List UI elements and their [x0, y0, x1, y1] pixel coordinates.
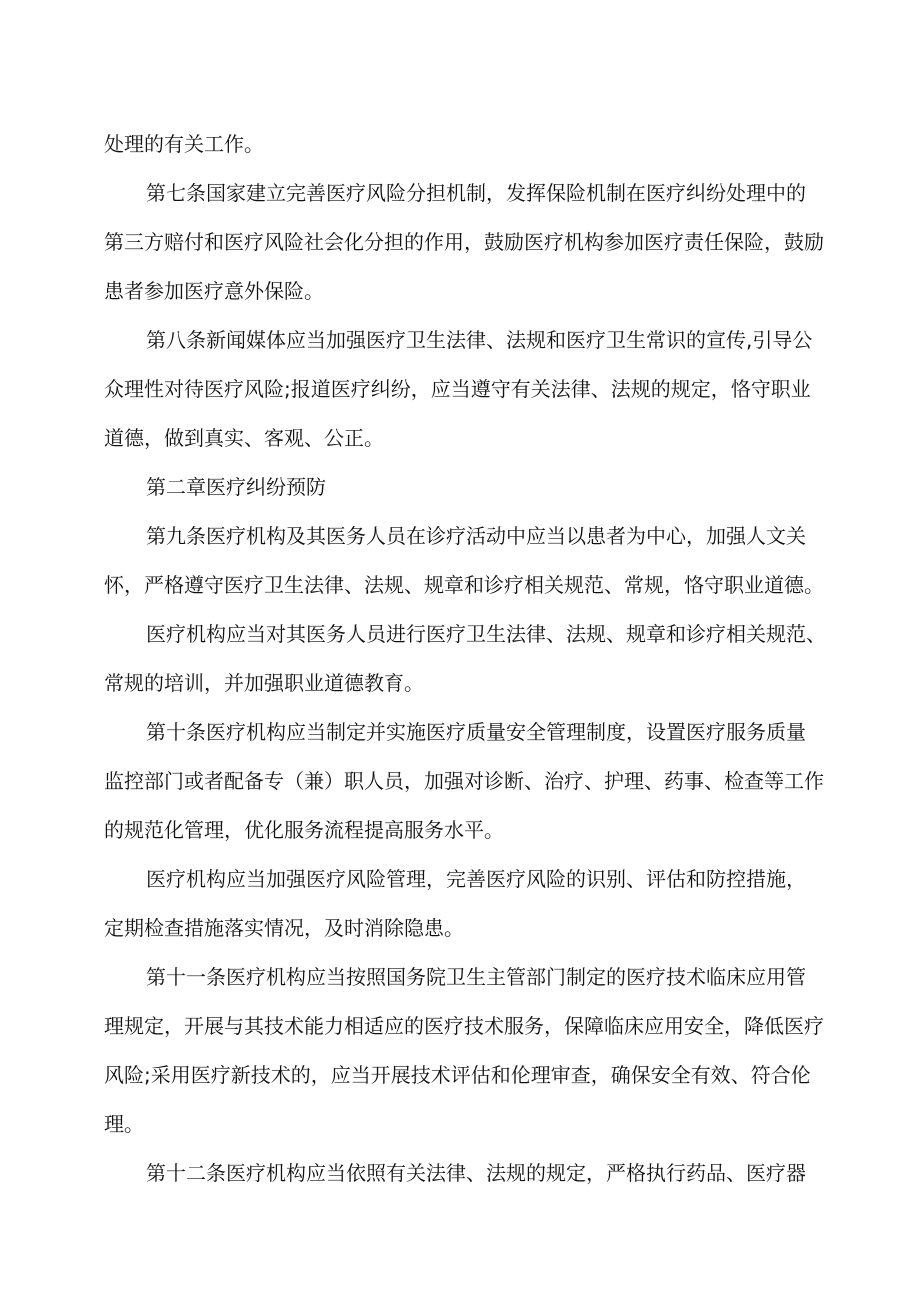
text-line-2: 第七条国家建立完善医疗风险分担机制，发挥保险机制在医疗纠纷处理中的: [146, 181, 806, 205]
text-line-1: 处理的有关工作。: [104, 132, 264, 156]
text-line-13: 第十条医疗机构应当制定并实施医疗质量安全管理制度，设置医疗服务质量: [146, 720, 806, 744]
text-line-21: 理。: [104, 1112, 144, 1136]
text-line-4: 患者参加医疗意外保险。: [104, 279, 324, 303]
text-line-15: 的规范化管理，优化服务流程提高服务水平。: [104, 818, 504, 842]
text-line-7: 道德，做到真实、客观、公正。: [104, 426, 384, 450]
text-line-20: 风险;采用医疗新技术的，应当开展技术评估和伦理审查，确保安全有效、符合伦: [104, 1063, 811, 1087]
text-line-11: 医疗机构应当对其医务人员进行医疗卫生法律、法规、规章和诊疗相关规范、: [146, 622, 826, 646]
text-line-3: 第三方赔付和医疗风险社会化分担的作用，鼓励医疗机构参加医疗责任保险，鼓励: [104, 230, 824, 254]
text-line-16: 医疗机构应当加强医疗风险管理，完善医疗风险的识别、评估和防控措施，: [146, 867, 806, 891]
text-line-19: 理规定，开展与其技术能力相适应的医疗技术服务，保障临床应用安全，降低医疗: [104, 1014, 824, 1038]
text-line-18: 第十一条医疗机构应当按照国务院卫生主管部门制定的医疗技术临床应用管: [146, 965, 806, 989]
text-line-22: 第十二条医疗机构应当依照有关法律、法规的规定，严格执行药品、医疗器: [146, 1161, 806, 1185]
text-line-9: 第九条医疗机构及其医务人员在诊疗活动中应当以患者为中心，加强人文关: [146, 524, 806, 548]
text-line-17: 定期检查措施落实情况，及时消除隐患。: [104, 916, 464, 940]
text-line-12: 常规的培训，并加强职业道德教育。: [104, 671, 424, 695]
text-line-5: 第八条新闻媒体应当加强医疗卫生法律、法规和医疗卫生常识的宣传,引导公: [146, 328, 813, 352]
chapter-heading: 第二章医疗纠纷预防: [146, 475, 326, 499]
text-line-6: 众理性对待医疗风险;报道医疗纠纷，应当遵守有关法律、法规的规定，恪守职业: [104, 377, 811, 401]
text-line-10: 怀，严格遵守医疗卫生法律、法规、规章和诊疗相关规范、常规，恪守职业道德。: [104, 573, 824, 597]
text-line-14: 监控部门或者配备专（兼）职人员，加强对诊断、治疗、护理、药事、检查等工作: [104, 769, 824, 793]
